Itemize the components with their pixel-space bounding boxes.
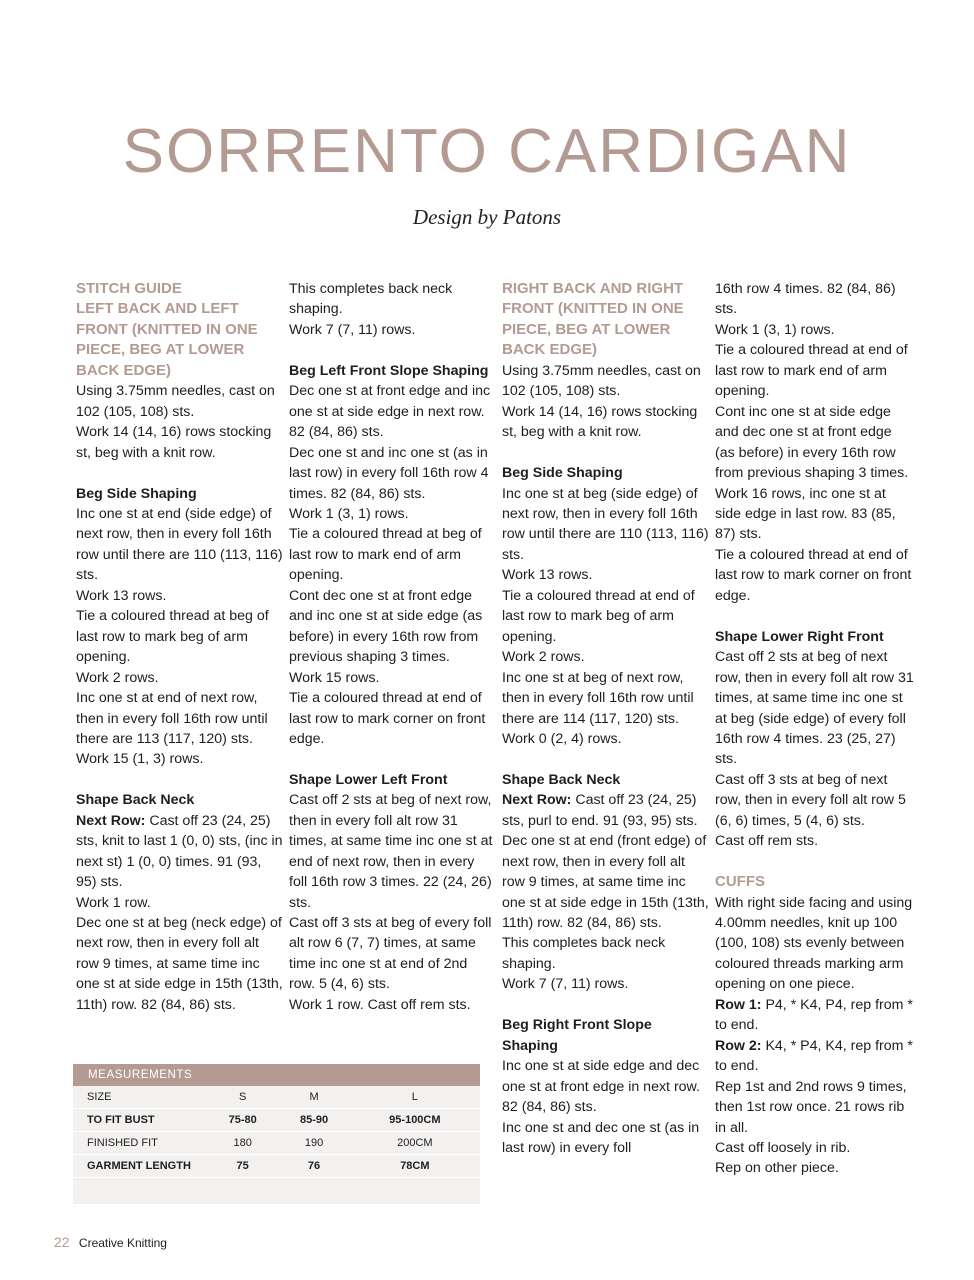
column-3 xyxy=(502,279,709,1158)
paragraph: Work 1 row. Cast off rem sts. xyxy=(289,996,471,1013)
publication-name: Creative Knitting xyxy=(78,1236,167,1250)
paragraph: Dec one st at front edge and inc one st at side edge in next row. 82 (84, 86) sts. xyxy=(289,383,491,441)
subheading: Beg Left Front Slope Shaping xyxy=(289,362,489,379)
row-text: P4, * K4, P4, rep from * to end. xyxy=(715,996,913,1034)
cell-medium: 85-90 xyxy=(278,1109,349,1132)
paragraph: Tie a coloured thread at end of last row to mark end of arm opening. xyxy=(715,342,908,400)
cell-large: 78CM xyxy=(350,1155,480,1178)
cell-medium: 76 xyxy=(278,1155,349,1178)
paragraph: Rep on other piece. xyxy=(715,1160,839,1177)
paragraph: Cast off 3 sts at beg of every foll alt row 6 (7, 7) times, at same time inc one st at end of 2nd row. 5 (4, 6) sts. xyxy=(289,915,492,993)
table-row xyxy=(73,1109,480,1132)
row-lead: Row 1: xyxy=(715,996,762,1013)
paragraph: Work 7 (7, 11) rows. xyxy=(502,976,629,993)
subheading: Shape Lower Right Front xyxy=(715,628,884,645)
cell-medium: M xyxy=(278,1086,349,1109)
section-heading: STITCH GUIDE xyxy=(76,280,182,297)
subheading: Beg Side Shaping xyxy=(502,465,623,482)
paragraph: Inc one st at side edge and dec one st at front edge in next row. 82 (84, 86) sts. xyxy=(502,1058,700,1116)
paragraph xyxy=(502,790,709,831)
paragraph: With right side facing and using 4.00mm needles, knit up 100 (100, 108) sts evenly between coloured threads marking arm opening on one piece. xyxy=(715,894,913,993)
paragraph: 16th row 4 times. 82 (84, 86) sts. xyxy=(715,281,896,318)
paragraph: Work 15 (1, 3) rows. xyxy=(76,751,204,768)
paragraph: Work 14 (14, 16) rows stocking st, beg with a knit row. xyxy=(76,424,272,461)
paragraph: Work 1 (3, 1) rows. xyxy=(289,505,409,522)
paragraph: Work 1 (3, 1) rows. xyxy=(715,321,835,338)
paragraph: Rep 1st and 2nd rows 9 times, then 1st row once. 21 rows rib in all. xyxy=(715,1078,907,1136)
cell-small: 75-80 xyxy=(207,1109,278,1132)
cell-small: 180 xyxy=(207,1132,278,1155)
paragraph xyxy=(76,811,283,893)
paragraph: Work 15 rows. xyxy=(289,669,380,686)
subheading: Beg Side Shaping xyxy=(76,485,197,502)
paragraph: Tie a coloured thread at beg of last row to mark beg of arm opening. xyxy=(76,608,269,666)
paragraph: Work 14 (14, 16) rows stocking st, beg with a knit row. xyxy=(502,403,698,441)
cell-large: L xyxy=(350,1086,480,1109)
paragraph: Work 2 rows. xyxy=(76,669,159,686)
cell-large: 95-100CM xyxy=(350,1109,480,1132)
paragraph: Cast off 2 sts at beg of next row, then in every foll alt row 31 times, at same time inc one st at beg (side edge) of every foll 16th row 4 times. 23 (25, 27) sts. xyxy=(715,649,914,768)
paragraph: Cast off 2 sts at beg of next row, then in every foll alt row 31 times, at same time inc one st at end of next row, then in every foll 16th row 3 times. 22 (24, 26) sts. xyxy=(289,792,493,911)
paragraph: Work 1 row. xyxy=(76,894,151,911)
paragraph: Work 0 (2, 4) rows. xyxy=(502,730,622,747)
designer-credit: Design by Patons xyxy=(412,205,562,229)
paragraph: Using 3.75mm needles, cast on 102 (105, 108) sts. xyxy=(76,383,275,420)
column-4 xyxy=(715,279,915,1179)
paragraph: Work 16 rows, inc one st at side edge in last row. 83 (85, 87) sts. xyxy=(715,485,896,543)
section-heading: RIGHT BACK AND RIGHT FRONT (KNITTED IN ONE PIECE, BEG AT LOWER BACK EDGE) xyxy=(502,280,684,359)
paragraph: Tie a coloured thread at end of last row to mark corner on front edge. xyxy=(715,546,912,604)
paragraph: Inc one st at end (side edge) of next row, then in every foll 16th row until there are 110 (113, 116) sts. xyxy=(76,505,283,584)
paragraph: Dec one st at end (front edge) of next row, then in every foll alt row 9 times, at same time inc one st at side edge in 15th (13th, 11th) row. 82 (84, 86) sts. xyxy=(502,833,709,932)
row-label: SIZE xyxy=(73,1086,207,1109)
cell-large: 200CM xyxy=(350,1132,480,1155)
paragraph: Tie a coloured thread at end of last row to mark corner on front edge. xyxy=(289,690,486,747)
paragraph: This completes back neck shaping. xyxy=(289,281,453,318)
paragraph: Tie a coloured thread at end of last row to mark beg of arm opening. xyxy=(502,587,695,645)
paragraph: Using 3.75mm needles, cast on 102 (105, 108) sts. xyxy=(502,362,701,400)
paragraph: Tie a coloured thread at beg of last row to mark end of arm opening. xyxy=(289,526,482,584)
paragraph: Cont inc one st at side edge and dec one st at front edge (as before) in every 16th row from previous shaping 3 times. xyxy=(715,403,909,482)
page-title: SORRENTO CARDIGAN xyxy=(122,117,852,186)
paragraph: Inc one st at beg of next row, then in every foll 16th row until there are 114 (117, 120) sts. xyxy=(502,669,694,727)
table-row xyxy=(73,1086,480,1109)
paragraph: Work 7 (7, 11) rows. xyxy=(289,321,416,338)
page-number: 22 xyxy=(54,1234,70,1250)
row-text: K4, * P4, K4, rep from * to end. xyxy=(715,1037,913,1075)
page-footer xyxy=(54,1234,167,1250)
row-label: FINISHED FIT xyxy=(73,1132,207,1155)
paragraph: Cast off loosely in rib. xyxy=(715,1140,851,1156)
measurements-table xyxy=(73,1064,480,1204)
paragraph: Inc one st at end of next row, then in every foll 16th row until there are 113 (117, 120) sts. xyxy=(76,690,268,747)
row-text: Cast off 23 (24, 25) sts, purl to end. 91 (93, 95) sts. xyxy=(502,792,698,829)
row-lead: Next Row: xyxy=(502,792,572,809)
subheading: Shape Back Neck xyxy=(502,771,621,788)
paragraph: This completes back neck shaping. xyxy=(502,935,666,972)
paragraph: Work 2 rows. xyxy=(502,649,585,666)
row-label: TO FIT BUST xyxy=(73,1109,207,1132)
row-label: GARMENT LENGTH xyxy=(73,1155,207,1178)
row-lead: Row 2: xyxy=(715,1037,762,1054)
paragraph: Cast off 3 sts at beg of next row, then in every foll alt row 5 (6, 6) times, 5 (4, 6) sts. xyxy=(715,771,906,829)
paragraph xyxy=(715,995,915,1036)
table-row xyxy=(73,1132,480,1155)
paragraph: Inc one st at beg (side edge) of next row, then in every foll 16th row until there are 110 (113, 116) sts. xyxy=(502,485,709,563)
cell-small: 75 xyxy=(207,1155,278,1178)
section-heading: LEFT BACK AND LEFT FRONT (KNITTED IN ONE PIECE, BEG AT LOWER BACK EDGE) xyxy=(76,300,258,379)
subheading: Shape Back Neck xyxy=(76,792,195,809)
paragraph: Work 13 rows. xyxy=(76,587,167,604)
paragraph xyxy=(715,1036,915,1077)
paragraph: Dec one st and inc one st (as in last row) in every foll 16th row 4 times. 82 (84, 86) sts. xyxy=(289,444,489,502)
column-1 xyxy=(76,279,283,1015)
subheading: Shape Lower Left Front xyxy=(289,771,448,788)
paragraph: Work 13 rows. xyxy=(502,567,593,584)
cell-small: S xyxy=(207,1086,278,1109)
subheading: Beg Right Front Slope Shaping xyxy=(502,1017,652,1054)
row-lead: Next Row: xyxy=(76,812,146,829)
measurements-heading: MEASUREMENTS xyxy=(73,1064,480,1086)
paragraph: Inc one st and dec one st (as in last row) in every foll xyxy=(502,1119,700,1156)
section-heading: CUFFS xyxy=(715,873,765,891)
paragraph: Dec one st at beg (neck edge) of next row, then in every foll alt row 9 times, at same time inc one st at side edge in 15th (13th, 11th) row. 82 (84, 86) sts. xyxy=(76,915,283,1013)
table-row xyxy=(73,1155,480,1178)
paragraph: Cont dec one st at front edge and inc one st at side edge (as before) in every 16th row from previous shaping 3 times. xyxy=(289,587,483,666)
paragraph: Cast off rem sts. xyxy=(715,833,819,850)
column-2 xyxy=(289,279,496,1015)
cell-medium: 190 xyxy=(278,1132,349,1155)
row-text: Cast off 23 (24, 25) sts, knit to last 1 (0, 0) sts, (inc in next st) 1 (0, 0) times. 91 (93, 95) sts. xyxy=(76,812,283,891)
